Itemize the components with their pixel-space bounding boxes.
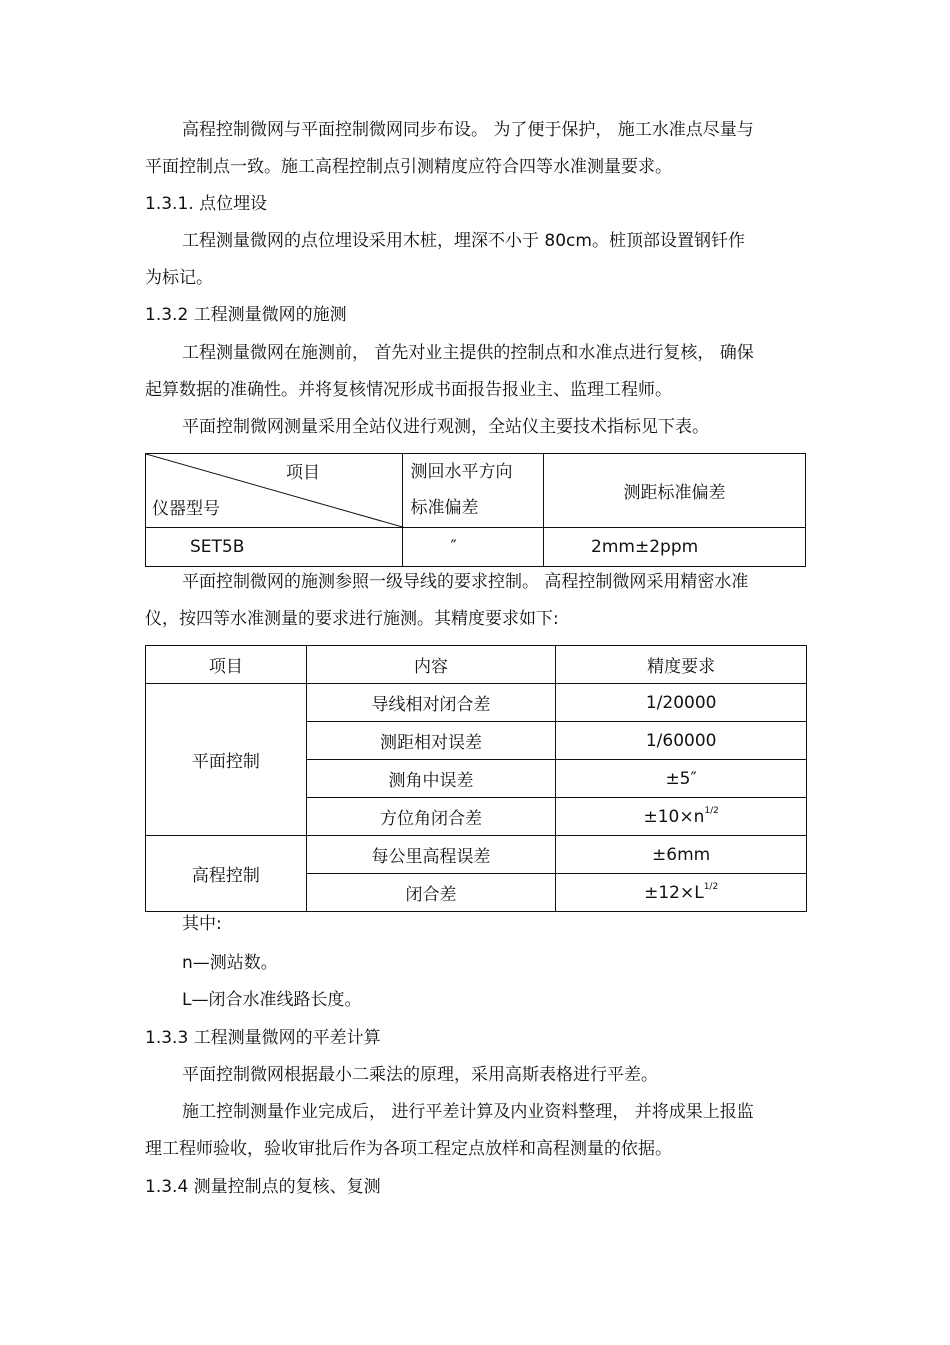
- group-elevation-control: 高程控制: [146, 836, 307, 912]
- paragraph-line: 平面控制微网根据最小二乘法的原理，采用高斯表格进行平差。: [182, 1065, 658, 1085]
- paragraph-line: 施工控制测量作业完成后， 进行平差计算及内业资料整理， 并将成果上报监: [182, 1102, 754, 1122]
- note-item: L—闭合水准线路长度。: [182, 990, 362, 1010]
- cell-content: 闭合差: [306, 874, 556, 912]
- header-content: 内容: [306, 646, 556, 684]
- paragraph-line: 平面控制点一致。施工高程控制点引测精度应符合四等水准测量要求。: [145, 157, 672, 177]
- cell-content: 测角中误差: [306, 760, 556, 798]
- paragraph-line: 仪，按四等水准测量的要求进行施测。其精度要求如下:: [145, 609, 559, 629]
- cell-content: 方位角闭合差: [306, 798, 556, 836]
- note-item: n—测站数。: [182, 953, 278, 973]
- header-item: 项目: [286, 463, 320, 483]
- superscript: 1/2: [704, 806, 719, 816]
- cell-angle: ″: [402, 528, 544, 567]
- diagonal-header-cell: [146, 454, 403, 528]
- cell-content: 测距相对误差: [306, 722, 556, 760]
- section-heading: 1.3.4 测量控制点的复核、复测: [145, 1177, 381, 1197]
- paragraph-line: 理工程师验收，验收审批后作为各项工程定点放样和高程测量的依据。: [145, 1139, 672, 1159]
- header-item: 项目: [146, 646, 307, 684]
- cell-requirement: ±6mm: [556, 836, 807, 874]
- cell-requirement: 1/20000: [556, 684, 807, 722]
- instrument-spec-table: [145, 453, 806, 567]
- paragraph-line: 工程测量微网在施测前， 首先对业主提供的控制点和水准点进行复核， 确保: [182, 343, 754, 363]
- paragraph-line: 工程测量微网的点位埋设采用木桩，埋深不小于 80cm。桩顶部设置钢钎作: [182, 231, 745, 251]
- cell-requirement: 1/60000: [556, 722, 807, 760]
- group-plane-control: 平面控制: [146, 684, 307, 836]
- paragraph-line: 为标记。: [145, 268, 213, 288]
- accuracy-table: [145, 645, 807, 912]
- superscript: 1/2: [703, 882, 719, 892]
- header-instrument-model: 仪器型号: [152, 499, 220, 519]
- cell-model: SET5B: [146, 528, 403, 567]
- cell-content: 每公里高程误差: [306, 836, 556, 874]
- section-heading: 1.3.2 工程测量微网的施测: [145, 305, 347, 325]
- note-heading: 其中:: [182, 914, 222, 934]
- header-accuracy: 精度要求: [556, 646, 807, 684]
- paragraph-line: 起算数据的准确性。并将复核情况形成书面报告报业主、监理工程师。: [145, 380, 672, 400]
- cell-requirement: ±5″: [556, 760, 807, 798]
- paragraph-line: 高程控制微网与平面控制微网同步布设。 为了便于保护， 施工水准点尽量与: [182, 120, 754, 140]
- cell-content: 导线相对闭合差: [306, 684, 556, 722]
- header-angle-deviation: 测回水平方向 标准偏差: [402, 454, 544, 528]
- cell-requirement: $\pm 10\times n^{1/2}$: [556, 798, 807, 836]
- cell-distance: 2mm±2ppm: [544, 528, 806, 567]
- cell-requirement: $\pm 12\times L^{1/2}$: [556, 874, 807, 912]
- header-distance-deviation: 测距标准偏差: [544, 454, 806, 528]
- section-heading: 1.3.1. 点位埋设: [145, 194, 268, 214]
- paragraph-line: 平面控制微网的施测参照一级导线的要求控制。 高程控制微网采用精密水准: [182, 572, 749, 592]
- paragraph-line: 平面控制微网测量采用全站仪进行观测，全站仪主要技术指标见下表。: [182, 417, 709, 437]
- section-heading: 1.3.3 工程测量微网的平差计算: [145, 1028, 381, 1048]
